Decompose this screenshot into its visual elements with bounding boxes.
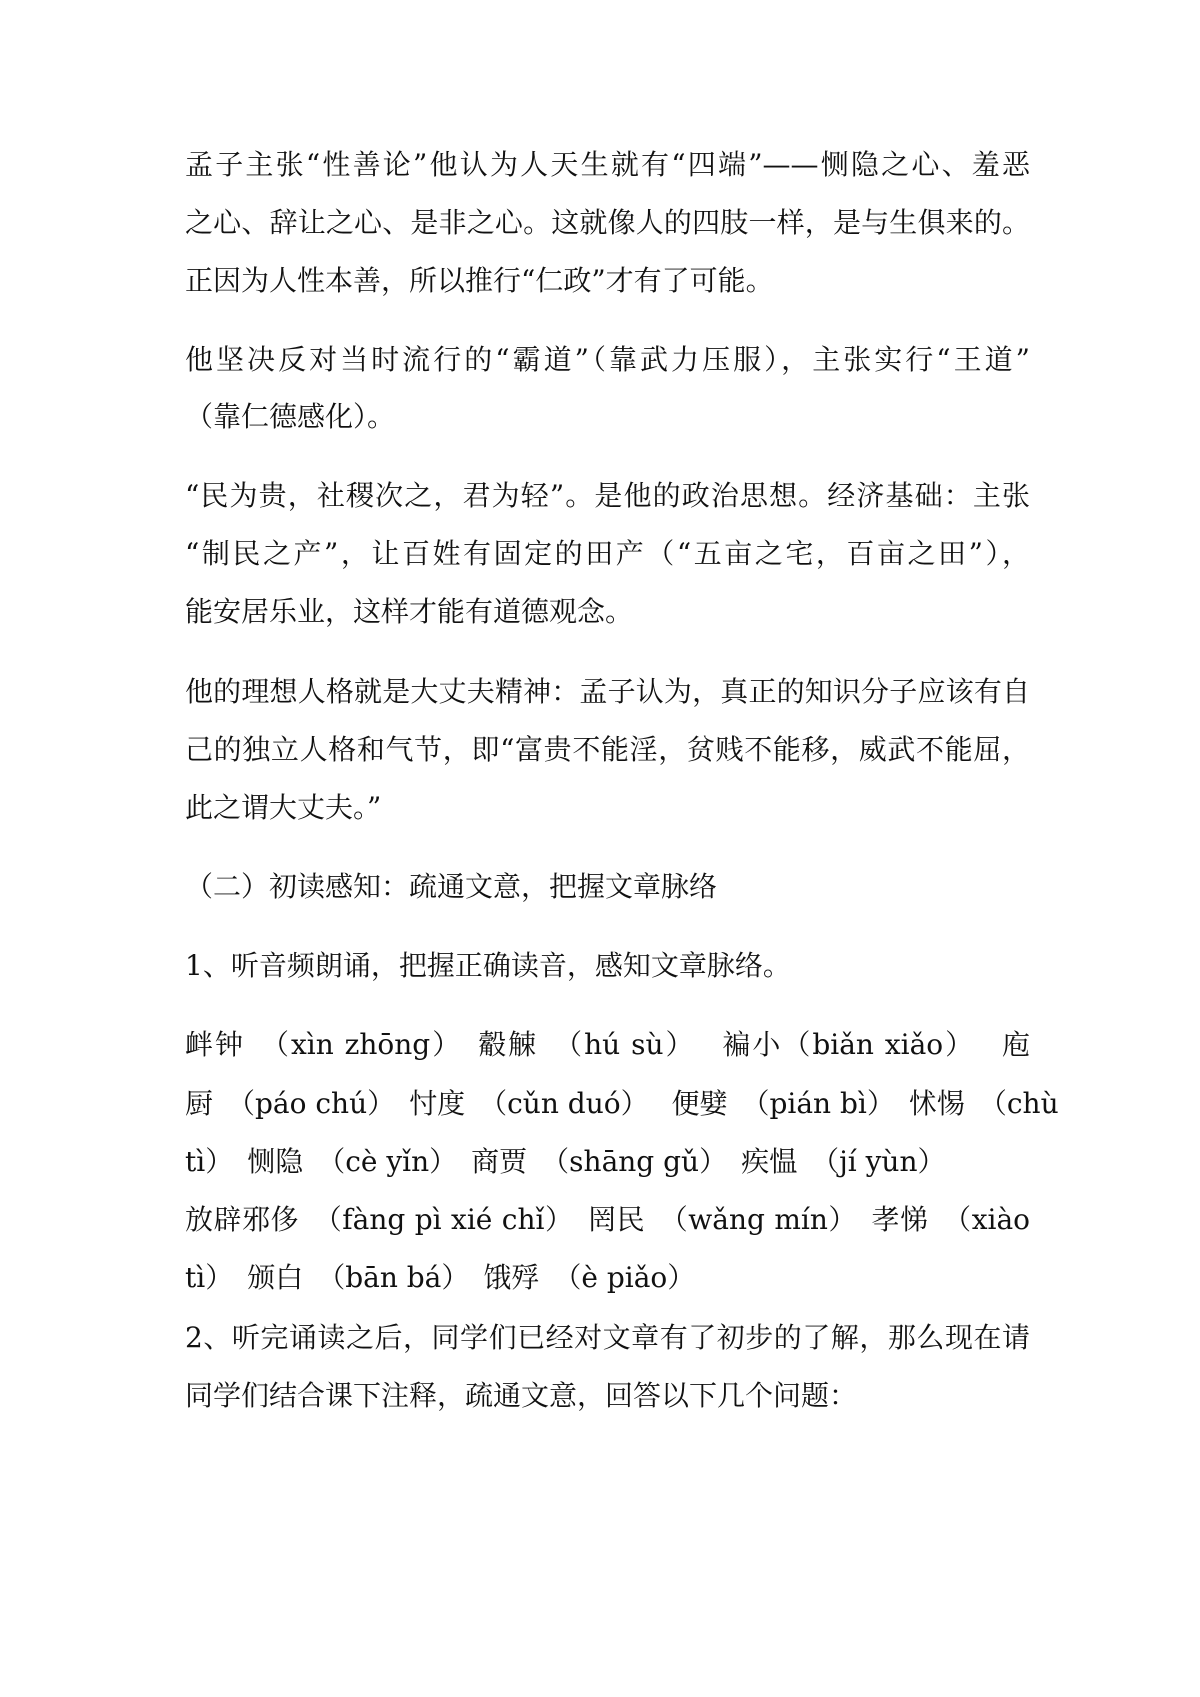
item-1: 1、听音频朗诵，把握正确读音，感知文章脉络。 <box>185 949 791 982</box>
pinyin-line-1: 衅钟 （xìn zhōng） 觳觫 （hú sù） 褊小（biǎn xiǎo） 庖 <box>185 1028 1030 1061</box>
paragraph-4-line-3: 此之谓大丈夫。” <box>185 791 382 824</box>
paragraph-3-line-2: “制民之产”，让百姓有固定的田产（“五亩之宅，百亩之田”）， <box>185 537 1030 570</box>
paragraph-4-line-2: 己的独立人格和气节，即“富贵不能淫，贫贱不能移，威武不能屈， <box>185 733 1030 766</box>
paragraph-1-line-3: 正因为人性本善，所以推行“仁政”才有了可能。 <box>185 264 774 297</box>
pinyin-line-4: 放辟邪侈 （fàng pì xié chǐ） 罔民 （wǎng mín） 孝悌 （xiào <box>185 1203 1030 1236</box>
paragraph-3-line-3: 能安居乐业，这样才能有道德观念。 <box>185 595 634 628</box>
paragraph-1-line-1: 孟子主张“性善论”他认为人天生就有“四端”——恻隐之心、羞恶 <box>185 148 1030 181</box>
paragraph-2-line-1: 他坚决反对当时流行的“霸道”（靠武力压服），主张实行“王道” <box>185 343 1030 376</box>
pinyin-line-5: tì） 颁白 （bān bá） 饿殍 （è piǎo） <box>185 1261 696 1294</box>
paragraph-4-line-1: 他的理想人格就是大丈夫精神：孟子认为，真正的知识分子应该有自 <box>185 675 1030 708</box>
paragraph-2-line-2: （靠仁德感化）。 <box>185 400 396 433</box>
pinyin-line-2: 厨 （páo chú） 忖度 （cǔn duó） 便嬖 （pián bì） 怵惕 （chù <box>185 1087 1059 1120</box>
paragraph-3-line-1: “民为贵，社稷次之，君为轻”。是他的政治思想。经济基础：主张 <box>185 479 1030 512</box>
paragraph-1-line-2: 之心、辞让之心、是非之心。这就像人的四肢一样，是与生俱来的。 <box>185 206 1030 239</box>
pinyin-line-3: tì） 恻隐 （cè yǐn） 商贾 （shāng gǔ） 疾愠 （jí yùn） <box>185 1145 946 1178</box>
section-heading: （二）初读感知：疏通文意，把握文章脉络 <box>185 870 718 903</box>
item-2-line-1: 2、听完诵读之后，同学们已经对文章有了初步的了解，那么现在请 <box>185 1321 1030 1354</box>
item-2-line-2: 同学们结合课下注释，疏通文意，回答以下几个问题： <box>185 1379 858 1412</box>
